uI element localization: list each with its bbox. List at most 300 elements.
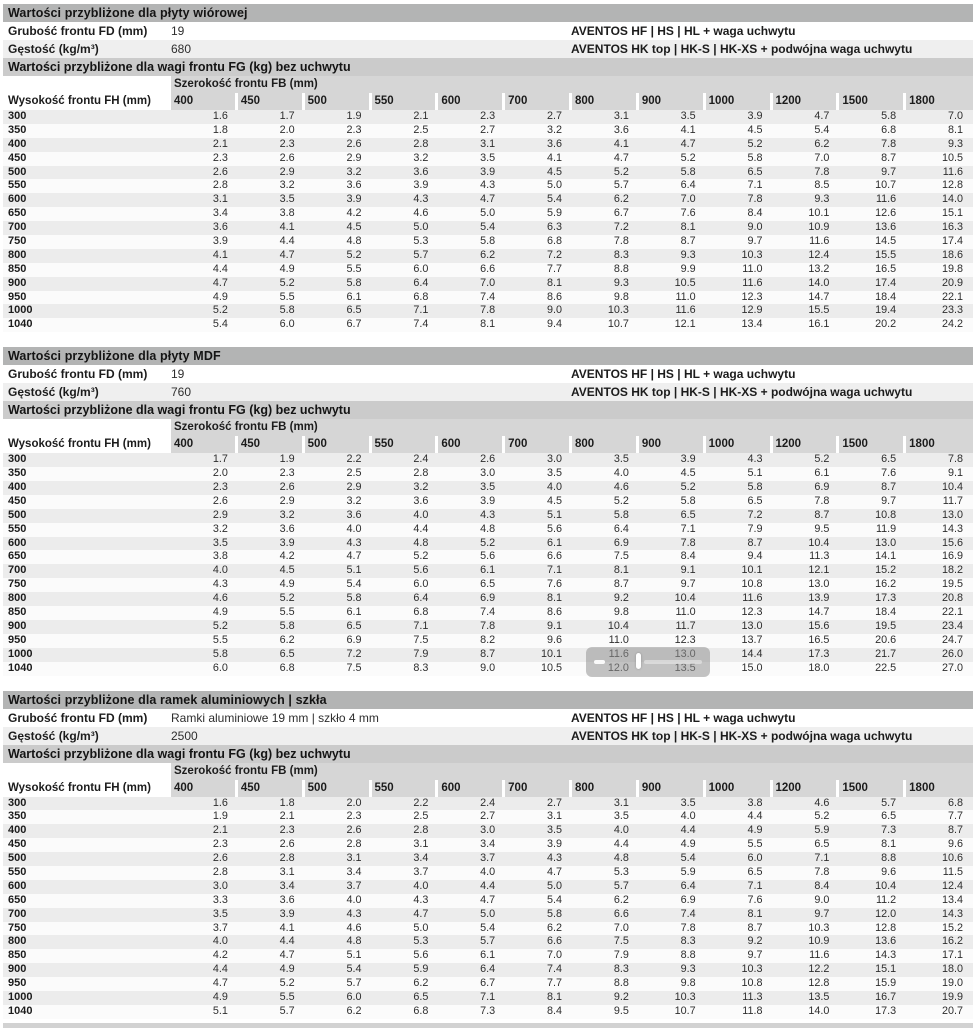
scrubber-handle[interactable] (636, 653, 641, 669)
weight-value-cell: 4.4 (413, 522, 429, 535)
weight-value-cell: 2.2 (346, 453, 362, 466)
weight-value-cell: 6.5 (279, 647, 295, 660)
weight-value-cell: 16.5 (875, 262, 897, 275)
weight-value-cell: 7.6 (546, 578, 562, 591)
weight-value-cell: 6.5 (747, 865, 763, 878)
row-height-label: 450 (8, 494, 27, 507)
weight-value-cell: 4.3 (546, 852, 562, 865)
weight-value-cell: 2.3 (279, 467, 295, 480)
table-row (3, 606, 973, 620)
weight-value-cell: 15.5 (808, 304, 830, 317)
weight-value-cell: 5.7 (480, 935, 496, 948)
weight-value-cell: 4.8 (346, 935, 362, 948)
weight-value-cell: 17.3 (875, 592, 897, 605)
weight-value-cell: 3.4 (346, 865, 362, 878)
weight-value-cell: 4.0 (346, 893, 362, 906)
weight-value-cell: 9.0 (480, 661, 496, 674)
weight-value-cell: 3.8 (279, 207, 295, 220)
weight-value-cell: 15.9 (875, 977, 897, 990)
table-row (3, 481, 973, 495)
weight-value-cell: 5.4 (680, 852, 696, 865)
weight-value-cell: 9.4 (546, 318, 562, 331)
weight-value-cell: 5.8 (546, 907, 562, 920)
table-row (3, 179, 973, 193)
weight-value-cell: 10.4 (674, 592, 696, 605)
row-height-label: 350 (8, 123, 27, 136)
row-height-label: 750 (8, 921, 27, 934)
density-row (3, 727, 973, 745)
weight-value-cell: 3.5 (212, 907, 228, 920)
weight-value-cell: 4.9 (747, 824, 763, 837)
weight-value-cell: 5.4 (814, 123, 830, 136)
row-height-label: 950 (8, 633, 27, 646)
weight-value-cell: 11.0 (675, 606, 696, 619)
section-title: Wartości przybliżone dla płyty MDF (3, 347, 973, 365)
weight-value-cell: 14.0 (941, 193, 963, 206)
row-height-label: 850 (8, 606, 27, 619)
weight-value-cell: 6.8 (413, 1004, 429, 1017)
weight-value-cell: 2.3 (212, 151, 228, 164)
weight-value-cell: 5.2 (613, 165, 629, 178)
weight-value-cell: 18.6 (941, 248, 963, 261)
table-row (3, 922, 973, 936)
weight-value-cell: 4.9 (279, 262, 295, 275)
weight-value-cell: 3.1 (613, 110, 629, 122)
weight-value-cell: 9.3 (680, 248, 696, 261)
thickness-value: Ramki aluminiowe 19 mm | szkło 4 mm (171, 710, 379, 725)
weight-value-cell: 8.3 (613, 248, 629, 261)
row-height-label: 700 (8, 221, 27, 234)
weight-value-cell: 5.8 (613, 508, 629, 521)
weight-value-cell: 2.8 (346, 838, 362, 851)
weight-value-cell: 3.9 (279, 536, 295, 549)
weight-value-cell: 4.0 (680, 810, 696, 823)
weight-value-cell: 2.6 (212, 165, 228, 178)
weight-value-cell: 11.5 (942, 865, 963, 878)
weight-value-cell: 5.8 (212, 647, 228, 660)
table-row (3, 880, 973, 894)
weight-value-cell: 6.4 (680, 179, 696, 192)
weight-value-cell: 10.3 (607, 304, 629, 317)
row-height-label: 650 (8, 550, 27, 563)
weight-value-cell: 14.4 (741, 647, 763, 660)
weight-value-cell: 13.0 (808, 578, 830, 591)
weight-value-cell: 7.1 (814, 852, 830, 865)
weight-value-cell: 6.6 (546, 550, 562, 563)
weight-value-cell: 5.7 (613, 179, 629, 192)
weight-value-cell: 6.5 (346, 304, 362, 317)
weight-value-cell: 3.9 (480, 494, 496, 507)
table-row (3, 110, 973, 124)
weight-value-cell: 10.9 (808, 935, 830, 948)
width-column-header: 1000 (706, 436, 770, 453)
weight-value-cell: 9.6 (546, 633, 562, 646)
height-header-label: Wysokość frontu FH (mm) (8, 438, 151, 451)
weight-value-cell: 16.7 (875, 990, 897, 1003)
width-header-row (3, 76, 973, 93)
aventos-line-2: AVENTOS HK top | HK-S | HK-XS + podwójna waga uchwytu (571, 42, 913, 56)
weight-value-cell: 6.7 (480, 977, 496, 990)
weight-value-cell: 4.0 (212, 935, 228, 948)
weight-value-cell: 3.5 (279, 193, 295, 206)
weight-value-cell: 7.4 (546, 963, 562, 976)
weight-value-cell: 13.5 (808, 990, 830, 1003)
table-row (3, 509, 973, 523)
weight-value-cell: 14.7 (808, 606, 830, 619)
weight-value-cell: 6.3 (546, 221, 562, 234)
weight-value-cell: 12.0 (875, 907, 897, 920)
weight-value-cell: 11.6 (809, 949, 830, 962)
row-height-label: 400 (8, 481, 27, 494)
weight-value-cell: 2.3 (279, 824, 295, 837)
width-column-header: 1000 (706, 780, 770, 797)
weight-value-cell: 5.1 (346, 564, 362, 577)
weight-value-cell: 9.4 (747, 550, 763, 563)
weight-value-cell: 5.4 (346, 963, 362, 976)
weight-value-cell: 2.9 (212, 508, 228, 521)
weight-value-cell: 14.3 (875, 949, 897, 962)
weight-value-cell: 5.0 (546, 179, 562, 192)
weight-value-cell: 8.8 (613, 262, 629, 275)
weight-value-cell: 4.4 (212, 963, 228, 976)
weight-value-cell: 7.8 (680, 536, 696, 549)
width-column-header: 600 (438, 436, 502, 453)
thickness-label: Grubość frontu FD (mm) (8, 367, 148, 382)
section-title: Wartości przybliżone dla płyty wiórowej (3, 4, 973, 22)
weight-value-cell: 5.1 (346, 949, 362, 962)
weight-value-cell: 8.8 (680, 949, 696, 962)
weight-value-cell: 1.9 (279, 453, 295, 466)
weight-value-cell: 11.3 (742, 990, 763, 1003)
weight-value-cell: 4.3 (346, 907, 362, 920)
weight-value-cell: 13.6 (875, 935, 897, 948)
height-header-label: Wysokość frontu FH (mm) (8, 95, 151, 107)
weight-value-cell: 7.2 (346, 647, 362, 660)
weight-value-cell: 4.7 (613, 151, 629, 164)
weight-value-cell: 5.2 (747, 137, 763, 150)
table-row (3, 138, 973, 152)
weight-value-cell: 5.2 (680, 481, 696, 494)
weight-value-cell: 1.9 (346, 110, 362, 122)
weight-value-cell: 6.0 (747, 852, 763, 865)
weight-value-cell: 5.8 (680, 494, 696, 507)
weight-value-cell: 2.9 (346, 481, 362, 494)
weight-value-cell: 4.0 (413, 879, 429, 892)
row-height-label: 550 (8, 865, 27, 878)
weight-value-cell: 8.7 (747, 536, 763, 549)
weight-value-cell: 5.2 (212, 304, 228, 317)
weight-value-cell: 5.8 (346, 276, 362, 289)
weight-value-cell: 3.9 (346, 193, 362, 206)
weight-value-cell: 5.5 (279, 606, 295, 619)
weight-value-cell: 7.0 (613, 921, 629, 934)
weight-value-cell: 4.6 (346, 921, 362, 934)
weight-value-cell: 5.2 (279, 592, 295, 605)
weight-value-cell: 9.1 (947, 467, 963, 480)
weight-value-cell: 5.3 (413, 935, 429, 948)
table-row (3, 592, 973, 606)
weight-value-cell: 5.3 (613, 865, 629, 878)
thickness-row (3, 709, 973, 727)
width-column-header: 700 (505, 436, 569, 453)
weight-value-cell: 5.8 (279, 304, 295, 317)
weight-value-cell: 12.4 (808, 248, 830, 261)
weight-value-cell: 20.6 (875, 633, 897, 646)
table-row (3, 866, 973, 880)
row-height-label: 1000 (8, 990, 33, 1003)
width-header-spacer (3, 76, 171, 93)
weight-value-cell: 9.3 (947, 137, 963, 150)
weight-value-cell: 1.8 (212, 123, 228, 136)
weight-value-cell: 5.7 (413, 248, 429, 261)
weight-value-cell: 5.2 (212, 619, 228, 632)
spec-sheet-page (3, 4, 973, 1019)
weight-value-cell: 9.1 (546, 619, 562, 632)
weight-value-cell: 6.2 (613, 893, 629, 906)
weight-value-cell: 17.1 (941, 949, 963, 962)
table-section-chipboard (3, 4, 973, 332)
width-column-header: 1200 (773, 780, 837, 797)
weight-value-cell: 4.4 (747, 810, 763, 823)
weight-value-cell: 8.3 (613, 963, 629, 976)
weight-value-cell: 7.5 (613, 550, 629, 563)
weight-value-cell: 11.8 (742, 1004, 763, 1017)
density-label: Gęstość (kg/m³) (8, 42, 99, 56)
weight-value-cell: 12.3 (741, 606, 763, 619)
width-column-header: 450 (238, 780, 302, 797)
weight-value-cell: 15.6 (941, 536, 963, 549)
row-height-label: 1000 (8, 304, 33, 317)
weight-value-cell: 14.3 (941, 907, 963, 920)
weight-value-cell: 5.9 (814, 824, 830, 837)
weight-value-cell: 5.2 (346, 248, 362, 261)
weight-value-cell: 8.1 (613, 564, 629, 577)
table-row (3, 152, 973, 166)
width-column-header: 1800 (906, 93, 973, 110)
weight-value-cell: 3.5 (480, 481, 496, 494)
weight-value-cell: 3.6 (346, 508, 362, 521)
table-row (3, 935, 973, 949)
width-column-header: 1200 (773, 93, 837, 110)
weight-value-cell: 16.3 (941, 221, 963, 234)
weight-value-cell: 24.2 (941, 318, 963, 331)
weight-value-cell: 4.4 (212, 262, 228, 275)
weight-value-cell: 13.6 (875, 221, 897, 234)
row-height-label: 1040 (8, 318, 33, 331)
thickness-label: Grubość frontu FD (mm) (8, 24, 148, 38)
weight-value-cell: 6.9 (613, 536, 629, 549)
weight-value-cell: 3.6 (413, 165, 429, 178)
weight-value-cell: 3.5 (480, 151, 496, 164)
weight-value-cell: 11.6 (742, 276, 763, 289)
weight-value-cell: 6.4 (480, 963, 496, 976)
weight-value-cell: 4.2 (212, 949, 228, 962)
weight-value-cell: 2.0 (346, 796, 362, 809)
table-row (3, 193, 973, 207)
weight-value-cell: 9.3 (814, 193, 830, 206)
table-row (3, 578, 973, 592)
weight-value-cell: 2.3 (279, 137, 295, 150)
weight-value-cell: 4.4 (680, 824, 696, 837)
table-row (3, 221, 973, 235)
width-column-header: 700 (505, 780, 569, 797)
weight-value-cell: 5.4 (212, 318, 228, 331)
weight-value-cell: 16.9 (941, 550, 963, 563)
weight-value-cell: 6.8 (881, 123, 897, 136)
weight-value-cell: 4.9 (212, 290, 228, 303)
weight-value-cell: 8.7 (680, 235, 696, 248)
weight-value-cell: 6.0 (346, 990, 362, 1003)
weight-value-cell: 3.9 (279, 907, 295, 920)
density-row (3, 40, 973, 58)
width-column-header: 600 (438, 780, 502, 797)
weight-value-cell: 26.0 (941, 647, 963, 660)
weight-value-cell: 4.9 (212, 990, 228, 1003)
weight-value-cell: 6.9 (480, 592, 496, 605)
weight-value-cell: 10.4 (607, 619, 629, 632)
row-height-label: 800 (8, 248, 27, 261)
weight-value-cell: 3.2 (346, 165, 362, 178)
table-body (3, 797, 973, 1019)
weight-value-cell: 17.4 (875, 276, 897, 289)
weight-value-cell: 13.0 (875, 536, 897, 549)
weight-value-cell: 6.2 (346, 1004, 362, 1017)
weight-value-cell: 5.4 (480, 221, 496, 234)
weight-value-cell: 4.6 (212, 592, 228, 605)
weight-value-cell: 4.4 (279, 235, 295, 248)
weight-value-cell: 18.4 (875, 290, 897, 303)
weight-value-cell: 7.4 (480, 290, 496, 303)
weight-value-cell: 9.3 (613, 276, 629, 289)
weight-value-cell: 3.5 (212, 536, 228, 549)
weight-value-cell: 12.3 (741, 290, 763, 303)
weight-value-cell: 5.2 (413, 550, 429, 563)
weight-value-cell: 5.5 (279, 990, 295, 1003)
weight-value-cell: 12.9 (741, 304, 763, 317)
weight-value-cell: 3.4 (413, 852, 429, 865)
weight-value-cell: 4.1 (212, 248, 228, 261)
weight-value-cell: 5.8 (279, 619, 295, 632)
weight-value-cell: 16.5 (808, 633, 830, 646)
weight-value-cell: 9.8 (613, 606, 629, 619)
row-height-label: 900 (8, 963, 27, 976)
weight-value-cell: 17.4 (941, 235, 963, 248)
weight-value-cell: 5.4 (480, 921, 496, 934)
height-header-label: Wysokość frontu FH (mm) (8, 781, 151, 794)
table-row (3, 797, 973, 811)
row-height-label: 1000 (8, 647, 33, 660)
table-row (3, 263, 973, 277)
table-row (3, 249, 973, 263)
weight-value-cell: 1.8 (279, 796, 295, 809)
weight-value-cell: 8.1 (881, 838, 897, 851)
weight-value-cell: 3.0 (480, 467, 496, 480)
thickness-row (3, 22, 973, 40)
weight-value-cell: 6.1 (546, 536, 562, 549)
weight-value-cell: 9.0 (546, 304, 562, 317)
weight-value-cell: 6.4 (613, 522, 629, 535)
weight-value-cell: 7.8 (814, 865, 830, 878)
weight-value-cell: 8.5 (814, 179, 830, 192)
weight-value-cell: 3.5 (680, 796, 696, 809)
weight-value-cell: 10.1 (808, 207, 830, 220)
density-label: Gęstość (kg/m³) (8, 728, 99, 743)
weight-value-cell: 4.2 (346, 207, 362, 220)
weight-value-cell: 2.6 (212, 494, 228, 507)
weight-value-cell: 4.9 (279, 578, 295, 591)
row-height-label: 600 (8, 879, 27, 892)
weight-value-cell: 3.2 (279, 179, 295, 192)
weight-value-cell: 11.6 (809, 235, 830, 248)
width-column-header: 500 (305, 436, 369, 453)
weight-value-cell: 6.9 (346, 633, 362, 646)
weight-value-cell: 4.5 (747, 123, 763, 136)
weight-value-cell: 2.3 (480, 110, 496, 122)
weight-value-cell: 6.2 (279, 633, 295, 646)
weight-value-cell: 19.5 (875, 619, 897, 632)
weight-value-cell: 6.7 (613, 207, 629, 220)
weight-value-cell: 4.3 (480, 179, 496, 192)
weight-value-cell: 2.9 (279, 165, 295, 178)
row-height-label: 350 (8, 467, 27, 480)
weight-value-cell: 9.8 (613, 290, 629, 303)
weight-value-cell: 9.7 (881, 165, 897, 178)
weight-value-cell: 7.6 (680, 207, 696, 220)
weight-value-cell: 6.4 (413, 276, 429, 289)
weight-value-cell: 3.2 (279, 508, 295, 521)
weight-value-cell: 3.8 (747, 796, 763, 809)
weight-value-cell: 2.7 (546, 796, 562, 809)
weight-value-cell: 8.8 (881, 852, 897, 865)
weight-value-cell: 5.6 (480, 550, 496, 563)
weight-value-cell: 6.1 (346, 290, 362, 303)
table-row (3, 564, 973, 578)
weight-value-cell: 19.8 (941, 262, 963, 275)
weight-value-cell: 5.5 (212, 633, 228, 646)
weight-value-cell: 7.1 (680, 522, 696, 535)
weight-value-cell: 3.9 (680, 453, 696, 466)
weight-value-cell: 7.1 (747, 179, 763, 192)
weight-value-cell: 3.9 (480, 165, 496, 178)
weight-value-cell: 2.3 (212, 481, 228, 494)
weight-value-cell: 7.8 (947, 453, 963, 466)
weight-value-cell: 7.0 (680, 193, 696, 206)
scrubber-track[interactable] (644, 660, 702, 664)
weight-value-cell: 13.2 (808, 262, 830, 275)
weight-value-cell: 3.7 (212, 921, 228, 934)
weight-value-cell: 5.8 (480, 235, 496, 248)
table-row (3, 523, 973, 537)
weight-value-cell: 10.3 (674, 990, 696, 1003)
aventos-line-1: AVENTOS HF | HS | HL + waga uchwytu (571, 710, 796, 725)
weight-value-cell: 17.3 (875, 1004, 897, 1017)
weight-value-cell: 6.8 (279, 661, 295, 674)
weight-value-cell: 2.6 (279, 838, 295, 851)
row-height-label: 550 (8, 179, 27, 192)
weight-value-cell: 2.8 (413, 137, 429, 150)
weight-value-cell: 8.3 (413, 661, 429, 674)
width-header-label: Szerokość frontu FB (mm) (171, 763, 973, 780)
weight-value-cell: 9.3 (680, 963, 696, 976)
weight-value-cell: 4.7 (480, 193, 496, 206)
weight-value-cell: 3.6 (413, 494, 429, 507)
weight-value-cell: 6.8 (546, 235, 562, 248)
weight-value-cell: 6.6 (546, 935, 562, 948)
table-row (3, 318, 973, 332)
weight-value-cell: 14.3 (941, 522, 963, 535)
weight-value-cell: 9.7 (747, 235, 763, 248)
weight-value-cell: 15.6 (808, 619, 830, 632)
